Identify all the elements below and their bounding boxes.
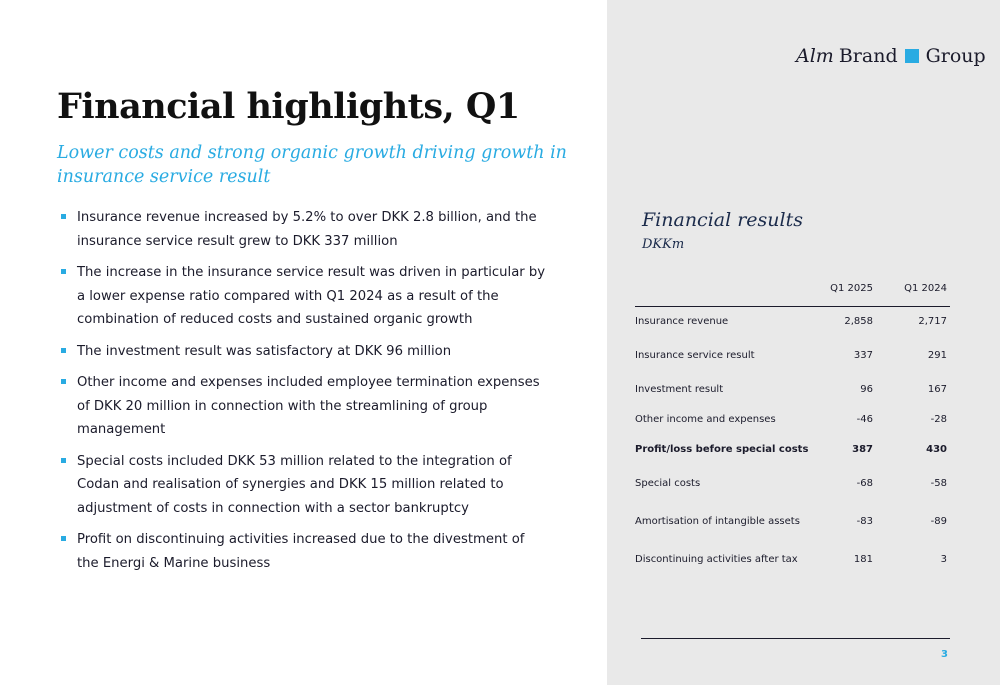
- bullet-text: The increase in the insurance service result was driven in particular by a lower expense ratio compared with Q1 2024 as a result of the combination of reduced costs and sustained organic growth: [77, 265, 546, 327]
- row-value-q1-2024: 3: [940, 554, 947, 565]
- list-item: [60, 340, 550, 364]
- table-row: [635, 516, 950, 532]
- bullet-square-icon: [61, 348, 66, 353]
- logo-group: Group: [925, 45, 986, 67]
- logo-alm: Alm: [796, 45, 834, 67]
- bullet-square-icon: [61, 379, 66, 384]
- row-label: Other income and expenses: [635, 414, 776, 425]
- row-value-q1-2024: 2,717: [918, 316, 947, 327]
- row-value-q1-2025: -83: [856, 516, 873, 527]
- row-value-q1-2025: 2,858: [844, 316, 873, 327]
- table-row: [635, 478, 950, 494]
- table-header-divider: [635, 306, 950, 307]
- row-value-q1-2024: -58: [930, 478, 947, 489]
- table-row: [635, 316, 950, 332]
- bullet-square-icon: [61, 458, 66, 463]
- bullet-text: Insurance revenue increased by 5.2% to over DKK 2.8 billion, and the insurance service result grew to DKK 337 million: [77, 210, 537, 249]
- logo-square-icon: [905, 49, 919, 63]
- bullet-square-icon: [61, 269, 66, 274]
- logo-brand: Brand: [838, 45, 898, 67]
- row-value-q1-2024: -28: [930, 414, 947, 425]
- row-label: Insurance revenue: [635, 316, 729, 327]
- bullet-text: Special costs included DKK 53 million related to the integration of Codan and realisation of synergies and DKK 15 million related to adjustment of costs in connection with a sector bankruptcy: [77, 453, 512, 516]
- list-item: [60, 261, 550, 332]
- bullet-text: Profit on discontinuing activities increased due to the divestment of the Energi & Marine business: [77, 532, 525, 571]
- table-row: [635, 384, 950, 400]
- row-label: Special costs: [635, 478, 701, 489]
- row-value-q1-2025: 96: [860, 384, 873, 395]
- table-row: [635, 414, 950, 430]
- bullet-square-icon: [61, 214, 66, 219]
- row-value-q1-2025: -68: [856, 478, 873, 489]
- table-row: [635, 554, 950, 570]
- row-value-q1-2024: -89: [930, 516, 947, 527]
- row-value-q1-2024: 167: [927, 384, 947, 395]
- list-item: [60, 450, 550, 521]
- list-item: [60, 528, 550, 575]
- row-value-q1-2024: 430: [926, 444, 947, 455]
- financial-results-title: Financial results: [642, 209, 803, 231]
- right-panel: [607, 0, 1000, 685]
- row-label: Amortisation of intangible assets: [635, 516, 800, 527]
- row-value-q1-2025: -46: [856, 414, 873, 425]
- column-header-q1-2025: Q1 2025: [830, 283, 873, 294]
- list-item: [60, 206, 550, 253]
- footer-divider: [641, 638, 950, 639]
- row-value-q1-2025: 337: [853, 350, 873, 361]
- bullet-text: The investment result was satisfactory at DKK 96 million: [77, 343, 452, 359]
- list-item: [60, 371, 550, 442]
- row-value-q1-2024: 291: [927, 350, 947, 361]
- table-row: [635, 350, 950, 366]
- bullet-square-icon: [61, 536, 66, 541]
- column-header-q1-2024: Q1 2024: [904, 283, 947, 294]
- row-value-q1-2025: 387: [852, 444, 873, 455]
- table-row-subtotal: [635, 444, 950, 460]
- page-number: 3: [941, 649, 948, 660]
- page-title: Financial highlights, Q1: [57, 86, 520, 127]
- bullet-text: Other income and expenses included employee termination expenses of DKK 20 million in connection with the streamlining of group management: [77, 375, 540, 437]
- page-subtitle: Lower costs and strong organic growth driving growth in insurance service result: [57, 143, 567, 187]
- row-label: Discontinuing activities after tax: [635, 554, 798, 565]
- row-label: Insurance service result: [635, 350, 755, 361]
- financial-results-unit: DKKm: [642, 237, 685, 252]
- brand-logo: [796, 45, 986, 67]
- row-value-q1-2025: 181: [853, 554, 873, 565]
- row-label: Investment result: [635, 384, 724, 395]
- row-label: Profit/loss before special costs: [635, 444, 809, 455]
- highlights-list: [60, 206, 550, 583]
